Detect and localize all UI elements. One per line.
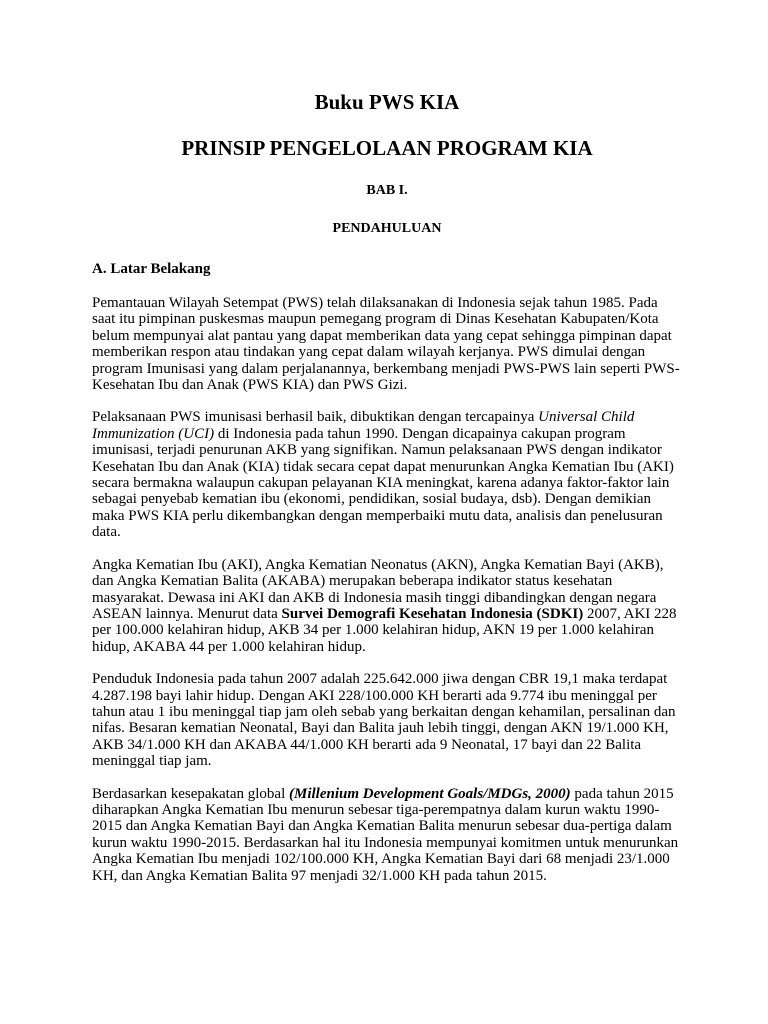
paragraph-3-text-a: Angka Kematian Ibu (AKI), Angka Kematian Neonatus (AKN), Angka Kematian Bayi (AKB), dan Angka Kematian Balita (AKABA) merupakan beberapa indikator status kesehatan masyarakat. Dewasa ini AKI dan AKB di Indonesia masih tinggi dibandingkan dengan negara ASEAN lainnya. Menurut data: [92, 556, 664, 622]
paragraph-4: Penduduk Indonesia pada tahun 2007 adalah 225.642.000 jiwa dengan CBR 19,1 maka terdapat 4.287.198 bayi lahir hidup. Dengan AKI 228/100.000 KH berarti ada 9.774 ibu meninggal per tahun atau 1 ibu meninggal tiap jam oleh sebab yang berkaitan dengan kehamilan, persalinan dan nifas. Besaran kematian Neonatal, Bayi dan Balita jauh lebih tinggi, dengan AKN 19/1.000 KH, AKB 34/1.000 KH dan AKABA 44/1.000 KH berarti ada 9 Neonatal, 17 bayi dan 22 Balita meninggal tiap jam.: [92, 671, 676, 770]
paragraph-5: [92, 786, 682, 884]
paragraph-5-emphasis: (Millenium Development Goals/MDGs, 2000): [289, 785, 571, 802]
paragraph-3-emphasis: Survei Demografi Kesehatan Indonesia (SDKI): [281, 605, 584, 622]
document-title: Buku PWS KIA: [314, 90, 460, 114]
paragraph-5-text-a: Berdasarkan kesepakatan global: [92, 785, 289, 802]
chapter-number: BAB I.: [366, 183, 408, 198]
paragraph-3: [92, 557, 682, 655]
paragraph-5-text-b: pada tahun 2015 diharapkan Angka Kematian Ibu menurun sebesar tiga-perempatnya dalam kurun waktu 1990-2015 dan Angka Kematian Bayi dan Angka Kematian Balita menurun sebesar dua-pertiga dalam kurun waktu 1990-2015. Berdasarkan hal itu Indonesia mempunyai komitmen untuk menurunkan Angka Kematian Ibu menjadi 102/100.000 KH, Angka Kematian Bayi dari 68 menjadi 23/1.000 KH, dan Angka Kematian Balita 97 menjadi 32/1.000 KH pada tahun 2015.: [92, 785, 679, 884]
document-page: [92, 88, 682, 900]
paragraph-2-text-a: Pelaksanaan PWS imunisasi berhasil baik, dibuktikan dengan tercapainya: [92, 409, 539, 426]
paragraph-2-text-b: di Indonesia pada tahun 1990. Dengan dicapainya cakupan program imunisasi, terjadi penurunan AKB yang signifikan. Namun pelaksanaan PWS dengan indikator Kesehatan Ibu dan Anak (KIA) tidak secara cepat dapat menurunkan Angka Kematian Ibu (AKI) secara bermakna walaupun cakupan pelayanan KIA meningkat, karena adanya faktor-faktor lain sebagai penyebab kematian ibu (ekonomi, pendidikan, sosial budaya, dsb). Dengan demikian maka PWS KIA perlu dikembangkan dengan memperbaiki mutu data, analisis dan penelusuran data.: [92, 425, 674, 541]
paragraph-1: Pemantauan Wilayah Setempat (PWS) telah dilaksanakan di Indonesia sejak tahun 1985. Pada saat itu pimpinan puskesmas maupun pemegang program di Dinas Kesehatan Kabupaten/Kota belum mempunyai alat pantau yang dapat memberikan data yang cepat sehingga pimpinan dapat memberikan respon atau tindakan yang cepat dalam wilayah kerjanya. PWS dimulai dengan program Imunisasi yang dalam perjalanannya, berkembang menjadi PWS-PWS lain seperti PWS-Kesehatan Ibu dan Anak (PWS KIA) dan PWS Gizi.: [92, 295, 680, 394]
chapter-title: PENDAHULUAN: [332, 221, 442, 236]
paragraph-3-text-b: 2007, AKI 228 per 100.000 kelahiran hidup, AKB 34 per 1.000 kelahiran hidup, AKN 19 per 1.000 kelahiran hidup, AKABA 44 per 1.000 kelahiran hidup.: [92, 605, 677, 655]
section-heading: A. Latar Belakang: [92, 261, 211, 277]
paragraph-2: [92, 409, 682, 540]
paragraph-2-emphasis: Universal Child Immunization (UCI): [92, 409, 635, 442]
document-subtitle: PRINSIP PENGELOLAAN PROGRAM KIA: [181, 136, 593, 160]
